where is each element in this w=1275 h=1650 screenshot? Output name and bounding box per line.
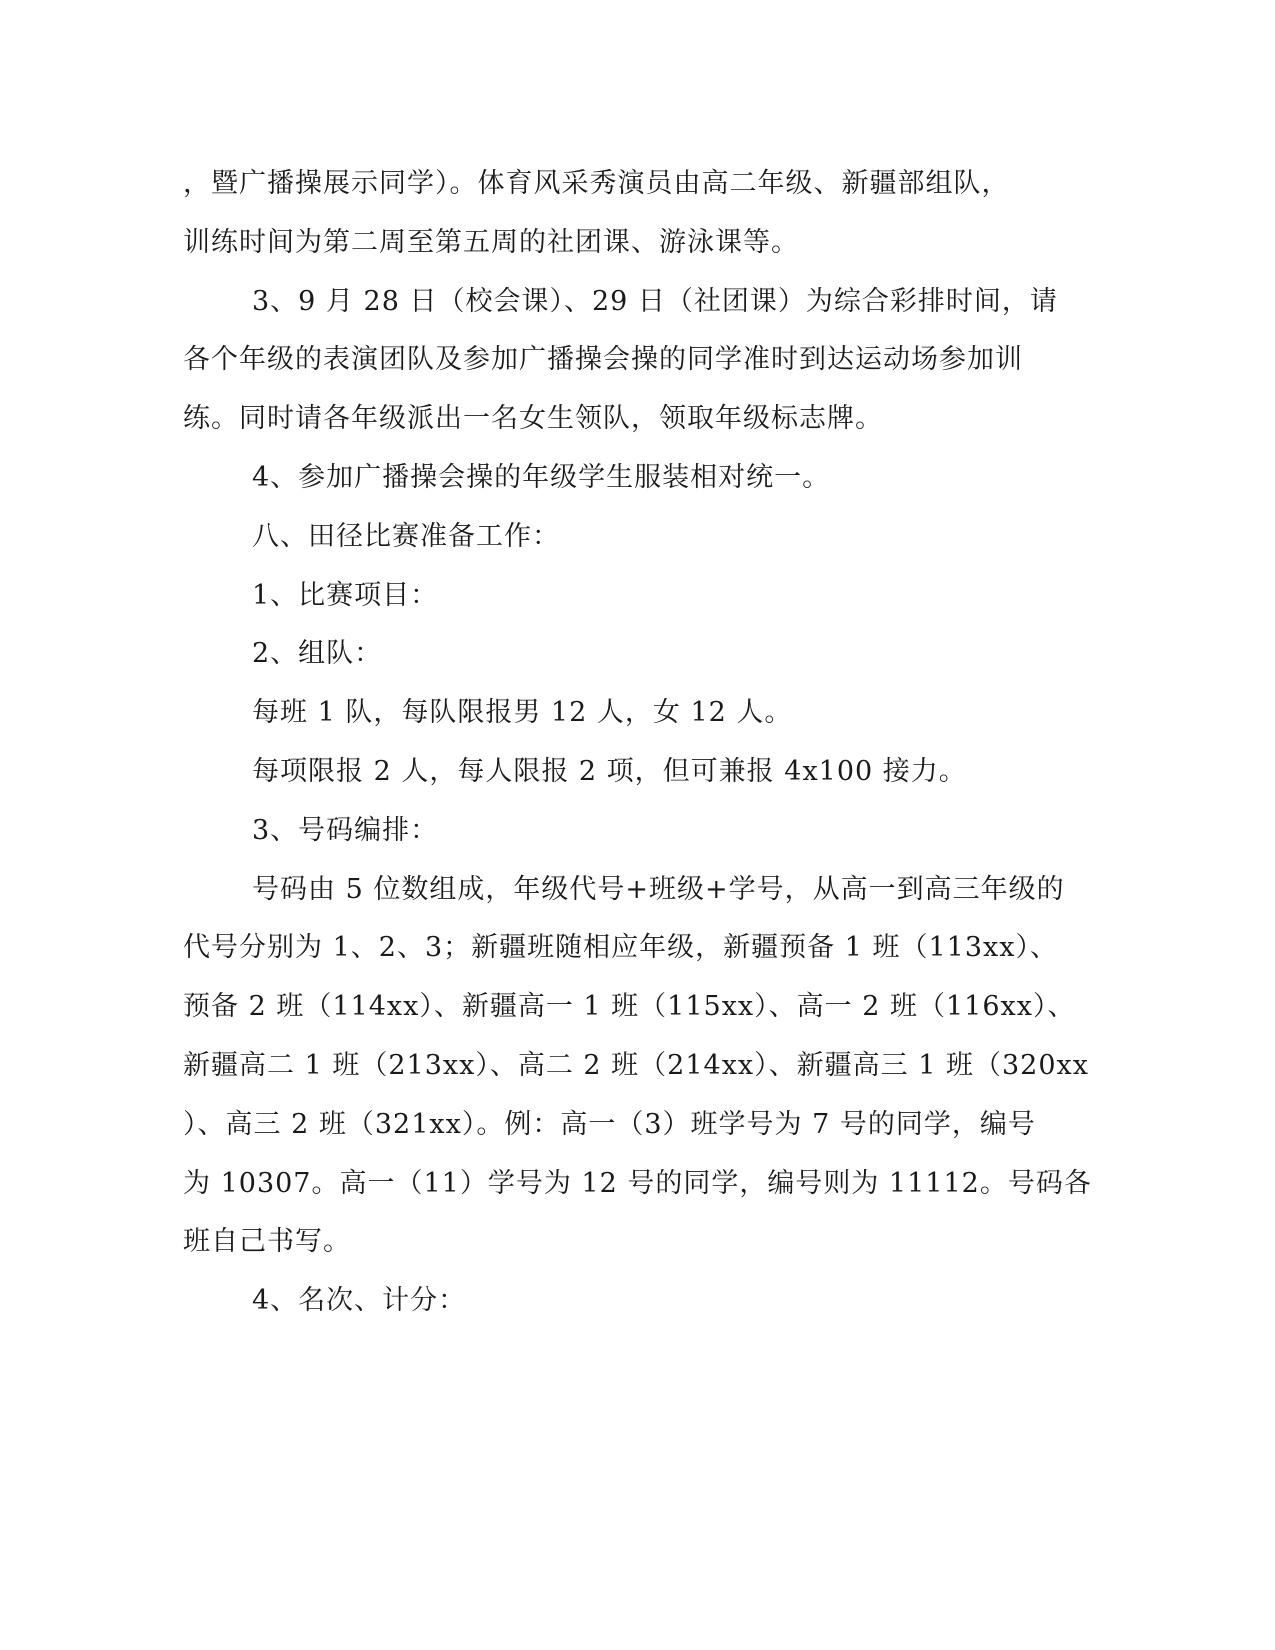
text-line: 1、比赛项目： <box>252 579 439 611</box>
text-line: 号码由 5 位数组成，年级代号+班级+学号，从高一到高三年级的 <box>252 873 1065 905</box>
text-line: 预备 2 班（114xx）、新疆高一 1 班（115xx）、高一 2 班（116xx）、 <box>183 991 1076 1023</box>
text-line: 3、9 月 28 日（校会课）、29 日（社团课）为综合彩排时间，请 <box>252 285 1058 317</box>
text-line: 新疆高二 1 班（213xx）、高二 2 班（214xx）、新疆高三 1 班（320xx <box>183 1049 1089 1081</box>
text-line: 班自己书写。 <box>183 1226 351 1258</box>
text-line: ）、高三 2 班（321xx）。例：高一（3）班学号为 7 号的同学，编号 <box>183 1108 1036 1140</box>
text-line: 为 10307。高一（11）学号为 12 号的同学，编号则为 11112。号码各 <box>183 1167 1092 1199</box>
text-line: 每项限报 2 人，每人限报 2 项，但可兼报 4x100 接力。 <box>252 755 967 787</box>
text-line: 训练时间为第二周至第五周的社团课、游泳课等。 <box>183 226 799 258</box>
text-line: 代号分别为 1、2、3；新疆班随相应年级，新疆预备 1 班（113xx）、 <box>183 932 1058 964</box>
text-line: 各个年级的表演团队及参加广播操会操的同学准时到达运动场参加训 <box>183 344 1023 376</box>
text-line: 每班 1 队，每队限报男 12 人，女 12 人。 <box>252 697 793 729</box>
text-line: 4、参加广播操会操的年级学生服装相对统一。 <box>252 461 831 493</box>
text-line: 2、组队： <box>252 638 383 670</box>
text-line: ，暨广播操展示同学）。体育风采秀演员由高二年级、新疆部组队， <box>183 168 1010 199</box>
text-line: 练。同时请各年级派出一名女生领队，领取年级标志牌。 <box>183 403 883 435</box>
text-line: 4、名次、计分： <box>252 1285 467 1317</box>
document-body <box>183 155 1092 1331</box>
text-line: 3、号码编排： <box>252 814 439 846</box>
section-heading: 八、田径比赛准备工作： <box>252 520 560 552</box>
